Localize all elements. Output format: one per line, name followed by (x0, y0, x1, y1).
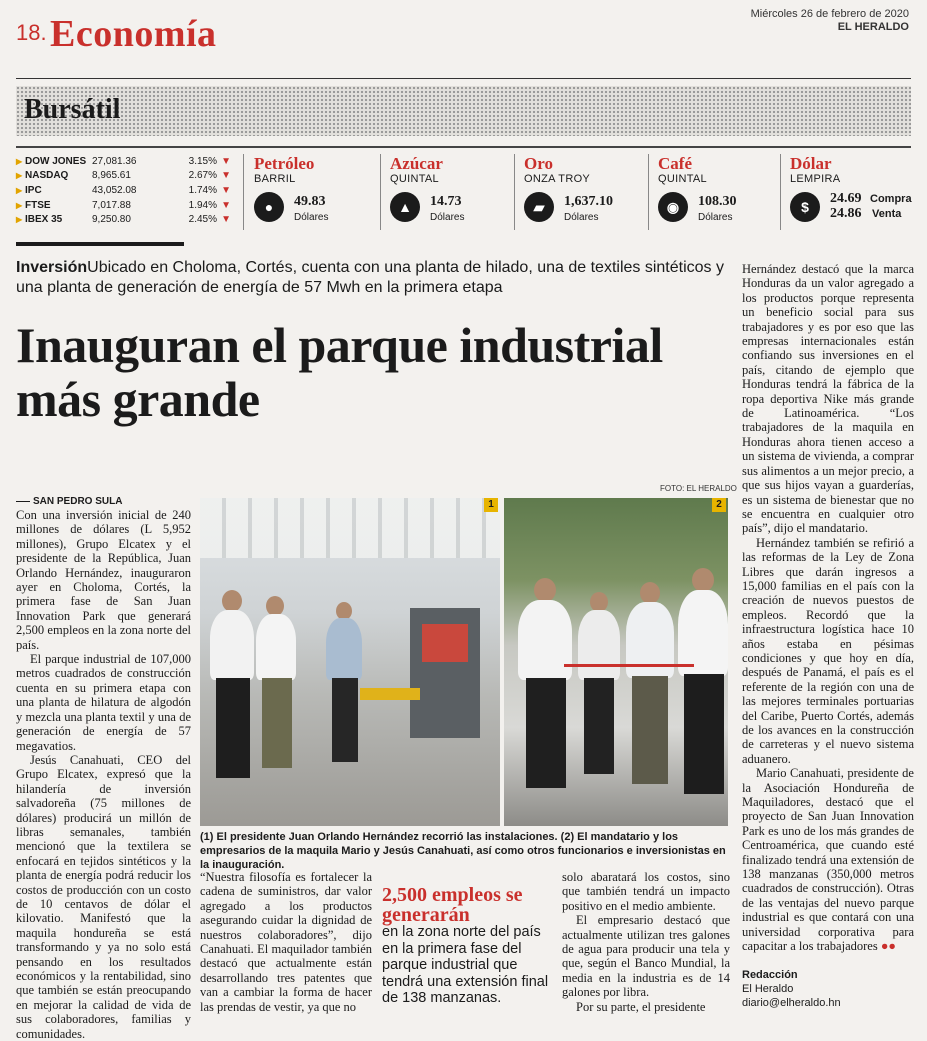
dollar-bag-icon: $ (790, 192, 820, 222)
down-arrow-icon: ▼ (221, 155, 231, 167)
commodity-currency: Dólares (294, 212, 329, 223)
stock-table (16, 154, 236, 227)
market-band (16, 86, 911, 136)
down-arrow-icon: ▼ (221, 214, 231, 226)
oil-drop-icon: ● (254, 192, 284, 222)
paragraph: El parque industrial de 107,000 metros cuadrados de construcción cuenta en su primera etapa con una planta de hilatura de algodón y mezcla una planta textil y una de generación de energía de 57 megavatios. (16, 652, 191, 753)
divider (514, 154, 515, 230)
stock-name: IPC (25, 184, 42, 196)
commodity-value: 49.83 (294, 194, 326, 209)
dateline (751, 8, 909, 34)
paragraph: solo abaratará los costos, sino que también tendrá un impacto positivo en el medio ambiente. (562, 870, 730, 913)
commodity-unit: QUINTAL (658, 173, 707, 185)
paragraph: Hernández también se refirió a las reformas de la Ley de Zona Libres que darán ingresos a 15,000 familias en el país con la creación de nuevos puestos de empleos. Recordó que la infraestructura logística hace 10 años estaba en pésimas condiciones y que hoy en día, después de Panamá, el país es el referente de la región con una de las mejores terminales portuarias del Caribe, Puerto Cortés, además de los avances en la construcción de carreteras y el nuevo sistema aduanero. (742, 535, 914, 766)
kicker-rule (16, 242, 184, 246)
stock-change: 3.15% (188, 155, 217, 167)
dollar-sell-label: Venta (872, 208, 902, 220)
bullet-arrow-icon: ▶ (16, 215, 23, 225)
stock-change: 1.74% (188, 184, 217, 196)
bullet-arrow-icon: ▶ (16, 185, 23, 195)
commodity-value: 14.73 (430, 194, 462, 209)
down-arrow-icon: ▼ (221, 170, 231, 182)
author-name: El Heraldo (742, 983, 794, 995)
paragraph: Por su parte, el presidente (576, 999, 706, 1014)
commodity-value: 108.30 (698, 194, 737, 209)
stock-row (16, 212, 236, 227)
commodity-unit: QUINTAL (390, 173, 439, 185)
commodity-name: Café (658, 154, 692, 173)
article-column-2 (200, 870, 372, 1014)
article-column-4 (742, 262, 914, 954)
stock-value: 27,081.36 (92, 155, 137, 167)
stock-value: 8,965.61 (92, 170, 131, 182)
page-number: 18. (16, 20, 47, 45)
end-mark: ●● (880, 939, 896, 954)
bullet-arrow-icon: ▶ (16, 171, 23, 181)
paragraph: Jesús Canahuati, CEO del Grupo Elcatex, expresó que la hilandería de inversión salvadoreña (75 millones de dólares) producirá un millón de libras semanales, también mencionó que la textilera se enfocará en tejidos sintéticos y la planta de energía podrá reducir los costos de producción con un costo de 10 centavos de dólar el kilovatio. Manifestó que la maquila hondureña se está transformando y ya no solo está pensando en los resultados económicos y la rentabilidad, sino que también se están preocupando en mejorar la calidad de vida de sus colaboradores, familias y comunidades. (16, 752, 191, 1041)
author-email: diario@elheraldo.hn (742, 997, 841, 1009)
kicker-label: Inversión (16, 259, 88, 276)
stock-change: 2.67% (188, 170, 217, 182)
stock-value: 7,017.88 (92, 199, 131, 211)
bullet-arrow-icon: ▶ (16, 156, 23, 166)
market-band-label: Bursátil (24, 94, 121, 125)
stock-row (16, 154, 236, 169)
publication-date: Miércoles 26 de febrero de 2020 (750, 8, 909, 20)
dollar-sell-value: 24.86 (830, 206, 862, 221)
divider (648, 154, 649, 230)
photo-caption: (1) El presidente Juan Orlando Hernández recorrió las instalaciones. (2) El mandatario y los empresarios de la maquila Mario y Jesús Canahuati, así como otros funcionarios e inversionistas en la inauguración. (200, 831, 726, 871)
commodity-dolar (790, 154, 915, 221)
commodity-cafe (658, 154, 788, 223)
dollar-buy-value: 24.69 (830, 191, 862, 206)
pull-quote-title: 2,500 empleos se generarán (382, 884, 523, 926)
stock-name: FTSE (25, 199, 51, 211)
paragraph: El empresario destacó que actualmente utilizan tres galones de agua para producir una tela y que, según el Banco Mundial, la media en la industria es de 14 galones por libra. (562, 913, 730, 1000)
kicker-text: Ubicado en Choloma, Cortés, cuenta con una planta de hilado, una de textiles sintéticos y una planta de generación de energía de 57 Mwh en la primera etapa (16, 259, 724, 296)
byline: SAN PEDRO SULA (16, 496, 122, 507)
paragraph: Con una inversión inicial de 240 millones de dólares (L 5,952 millones), Grupo Elcatex y el presidente de la República, Juan Orlando Hernández, inauguraron ayer en Choloma, Cortés, la primera fase de San Juan Innovation Park que generará 2,500 empleos en la zona norte del país. (16, 508, 191, 652)
sugar-sack-icon: ▲ (390, 192, 420, 222)
paragraph: “Nuestra filosofía es fortalecer la cadena de suministros, dar valor agregado a los productos asegurando cuidar la dignidad de nuestros colaboradores”, dijo Canahuati. El maquilador también destacó que actualmente están desarrollando tres patentes que van a cambiar la forma de hacer las prendas de vestir, ya que no (200, 870, 372, 1014)
paragraph (742, 766, 914, 953)
commodity-name: Petróleo (254, 154, 315, 173)
stock-value: 43,052.08 (92, 184, 137, 196)
photo-ribbon-cutting (504, 498, 728, 826)
commodity-currency: Dólares (564, 212, 599, 223)
paragraph: Hernández destacó que la marca Honduras da un valor agregado a los productos porque representa un beneficio social para sus trabajadores y es por eso que las empresas internacionales están confiando sus inversiones en el país, citando de ejemplo que Honduras tendrá la fábrica de la ropa deportiva Nike más grande de Latinoamérica. “Los trabajadores de la maquila en Honduras ahora tienen acceso a un sistema de vivienda, a comprar sus alimentos a un mejor precio, a que sus hijos vayan a guarderías, es un sistema de bienestar que no se encuentra en cualquier otro país”, dijo el mandatario. (742, 262, 914, 536)
stock-name: IBEX 35 (25, 214, 63, 226)
article-column-1 (16, 508, 191, 1041)
stock-row (16, 183, 236, 198)
author-block (742, 968, 841, 1010)
commodity-petroleo (254, 154, 384, 223)
commodity-unit: LEMPIRA (790, 173, 841, 185)
commodity-name: Azúcar (390, 154, 443, 173)
stock-name: DOW JONES (25, 155, 87, 167)
pull-quote-text: en la zona norte del país en la primera fase del parque industrial que tendrá una extensión final de 138 manzanas. (382, 924, 549, 1006)
dollar-buy-label: Compra (870, 193, 912, 205)
commodity-oro (524, 154, 654, 223)
publication-name: EL HERALDO (837, 21, 909, 33)
stock-change: 2.45% (188, 214, 217, 226)
stock-change: 1.94% (188, 199, 217, 211)
gold-bars-icon: ▰ (524, 192, 554, 222)
commodity-azucar (390, 154, 520, 223)
stock-row (16, 198, 236, 213)
photo-factory-tour (200, 498, 500, 826)
commodity-name: Oro (524, 154, 553, 173)
coffee-beans-icon: ◉ (658, 192, 688, 222)
bullet-arrow-icon: ▶ (16, 200, 23, 210)
paragraph-text: Mario Canahuati, presidente de la Asociación Hondureña de Maquiladores, destacó que el proyecto de San Juan Innovation Park es uno de los más grandes de Centroamérica, que cuando esté finalizado tendrá una extensión de 138 manzanas (350,000 metros cuadrados de construcción). Otras de las ventajas del nuevo parque industrial es que contará con una universidad corporativa para capacitar a los trabajadores (742, 766, 914, 954)
stock-row (16, 169, 236, 184)
commodity-value: 1,637.10 (564, 194, 613, 209)
article-kicker (16, 258, 736, 298)
commodity-name: Dólar (790, 154, 832, 173)
article-headline: Inauguran el parque industrial más grande (16, 317, 663, 427)
stock-name: NASDAQ (25, 170, 69, 182)
divider (243, 154, 244, 230)
market-rule (16, 146, 911, 148)
down-arrow-icon: ▼ (221, 199, 231, 211)
commodity-currency: Dólares (430, 212, 465, 223)
header-rule (16, 78, 911, 79)
article-column-3 (562, 870, 730, 1014)
commodity-unit: ONZA TROY (524, 173, 591, 185)
photo-number-badge: 2 (712, 498, 726, 512)
stock-value: 9,250.80 (92, 214, 131, 226)
commodity-currency: Dólares (698, 212, 733, 223)
divider (780, 154, 781, 230)
author-label: Redacción (742, 969, 798, 981)
down-arrow-icon: ▼ (221, 184, 231, 196)
photo-number-badge: 1 (484, 498, 498, 512)
photo-credit: FOTO: EL HERALDO (660, 484, 737, 493)
section-title: Economía (50, 13, 217, 55)
divider (380, 154, 381, 230)
commodity-unit: BARRIL (254, 173, 296, 185)
